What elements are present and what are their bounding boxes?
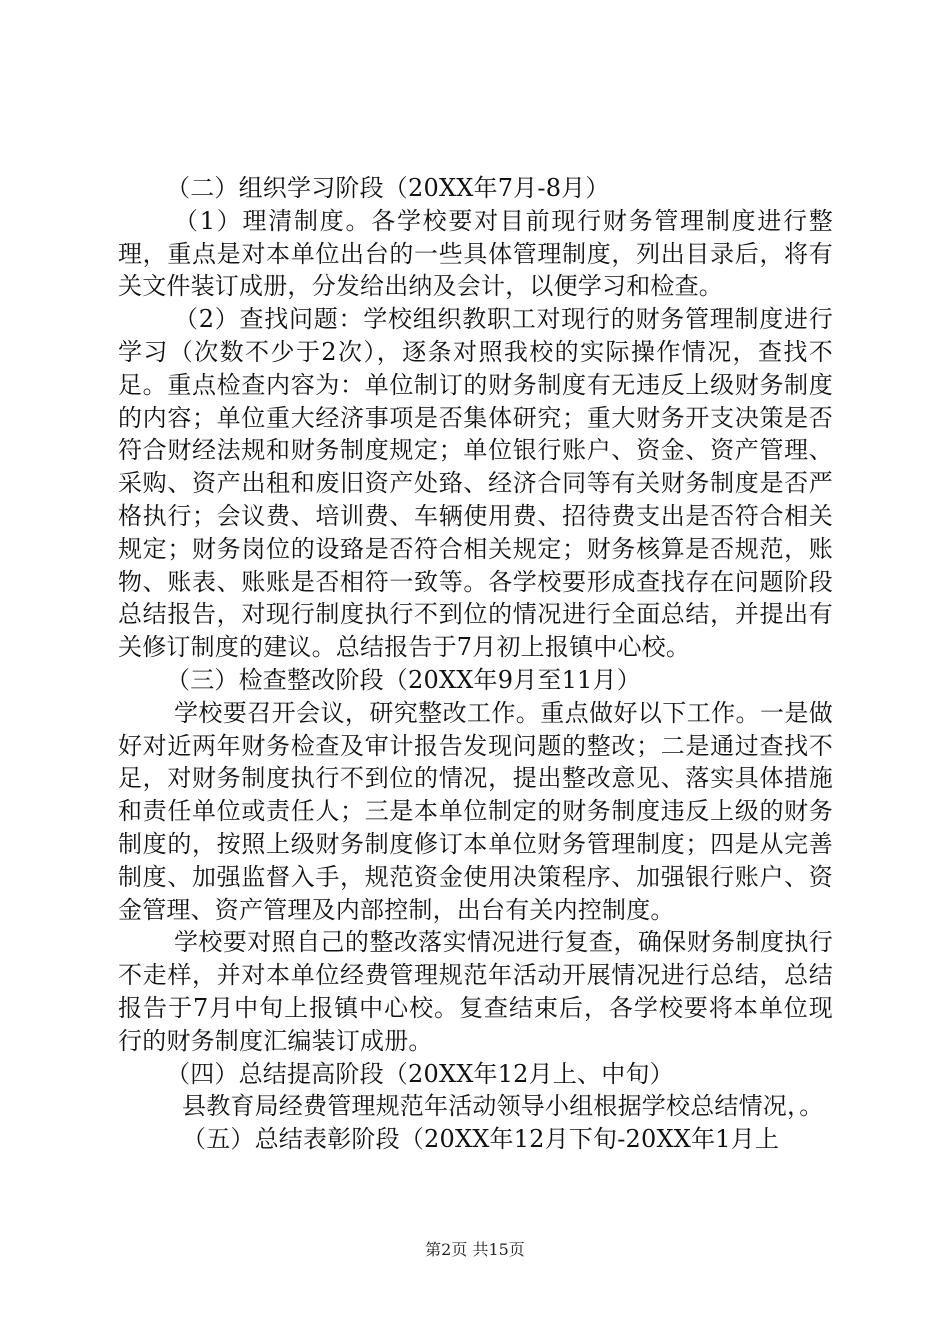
page-number-footer: 第2页 共15页 [425, 1240, 525, 1259]
section-heading-summary-improve: （四）总结提高阶段（20XX年12月上、中旬） [166, 1059, 674, 1088]
paragraph-clarify-system: （1）理清制度。各学校要对目前现行财务管理制度进行整理，重点是对本单位出台的一些具体管理制度，列出目录后，将有关文件装订成册，分发给出纳及会计，以便学习和检查。 [118, 206, 833, 301]
document-body [118, 172, 833, 1156]
section-heading-summary-commend: （五）总结表彰阶段（20XX年12月下旬-20XX年1月上 [182, 1125, 780, 1154]
paragraph-rectification-work: 学校要召开会议，研究整改工作。重点做好以下工作。一是做好对近两年财务检查及审计报告发现问题的整改；二是通过查找不足，对财务制度执行不到位的情况，提出整改意见、落实具体措施和责任单位或责任人；三是本单位制定的财务制度违反上级的财务制度的，按照上级财务制度修订本单位财务管理制度；四是从完善制度、加强监督入手，规范资金使用决策程序、加强银行账户、资金管理、资产管理及内部控制，出台有关内控制度。 [118, 698, 833, 924]
section-heading-inspect-rectify: （三）检查整改阶段（20XX年9月至11月） [166, 665, 641, 694]
paragraph-bureau-summary: 县教育局经费管理规范年活动领导小组根据学校总结情况，。 [182, 1092, 824, 1121]
section-heading-organize-study: （二）组织学习阶段（20XX年7月-8月） [166, 174, 610, 202]
paragraph-review: 学校要对照自己的整改落实情况进行复查，确保财务制度执行不走样，并对本单位经费管理规范年活动开展情况进行总结，总结报告于7月中旬上报镇中心校。复查结束后，各学校要将本单位现行的财务制度汇编装订成册。 [118, 928, 833, 1055]
paragraph-find-problems: （2）查找问题：学校组织教职工对现行的财务管理制度进行学习（次数不少于2次），逐条对照我校的实际操作情况，查找不足。重点检查内容为：单位制订的财务制度有无违反上级财务制度的内容；单位重大经济事项是否集体研究；重大财务开支决策是否符合财经法规和财务制度规定；单位银行账户、资金、资产管理、采购、资产出租和废旧资产处臵、经济合同等有关财务制度是否严格执行；会议费、培训费、车辆使用费、招待费支出是否符合相关规定；财务岗位的设臵是否符合相关规定；财务核算是否规范，账物、账表、账账是否相符一致等。各学校要形成查找存在问题阶段总结报告，对现行制度执行不到位的情况进行全面总结，并提出有关修订制度的建议。总结报告于7月初上报镇中心校。 [118, 305, 833, 662]
